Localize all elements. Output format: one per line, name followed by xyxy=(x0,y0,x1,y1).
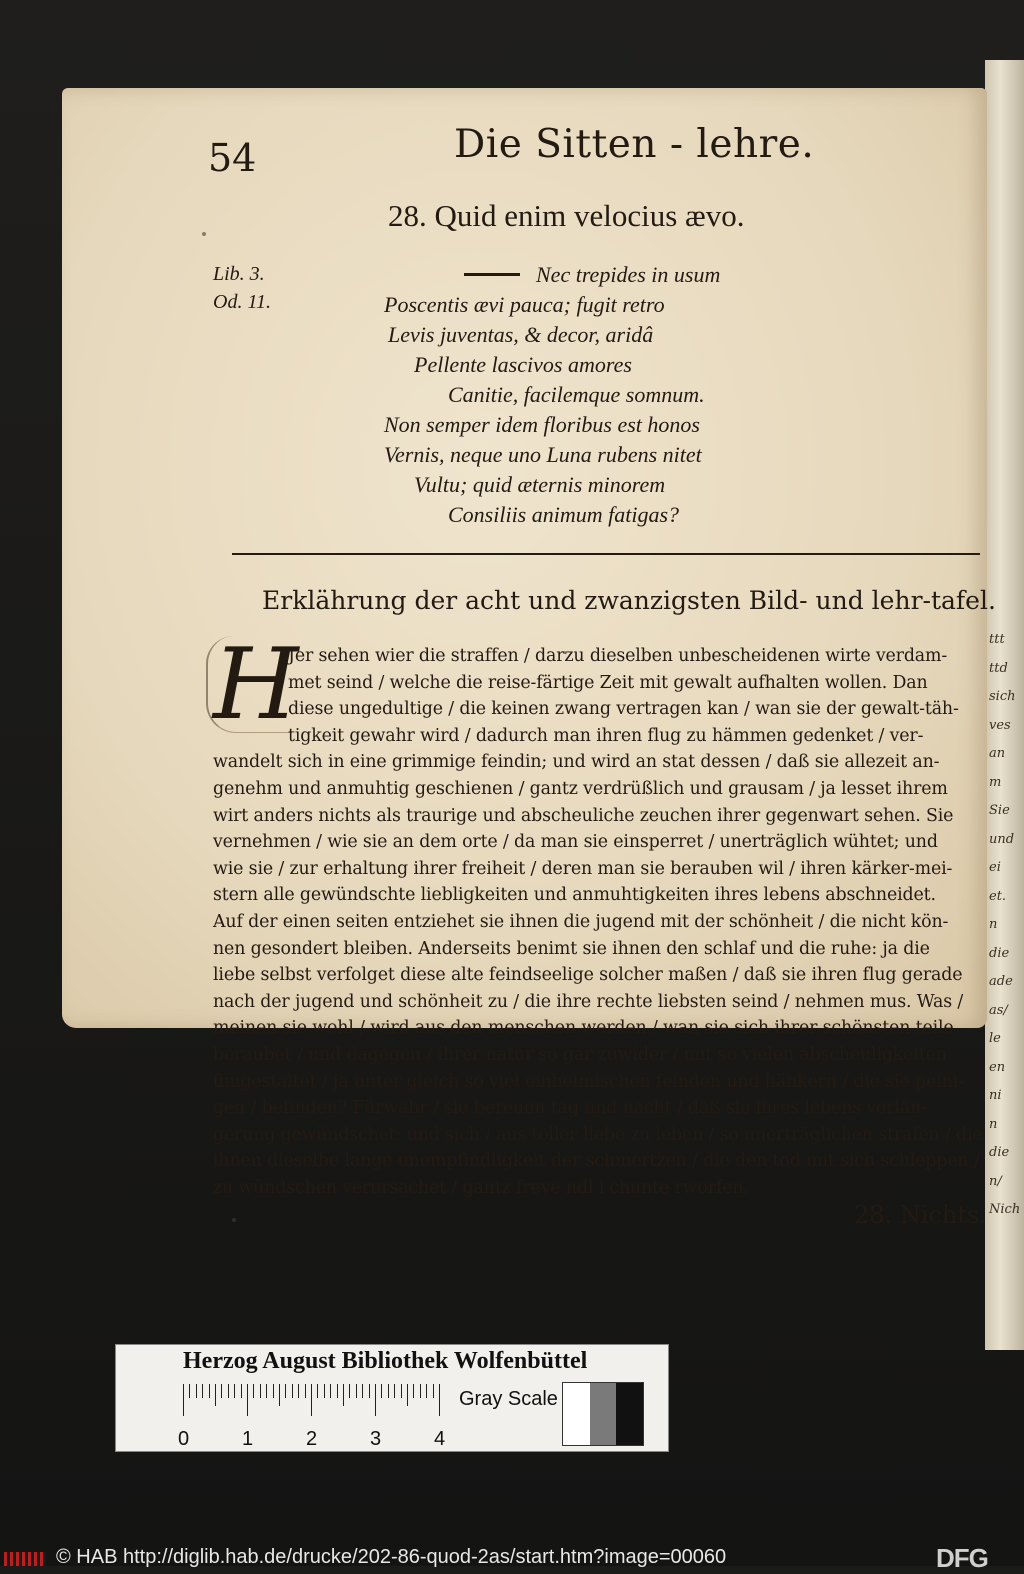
ruler-tick xyxy=(196,1384,197,1398)
ruler-tick xyxy=(413,1384,414,1398)
paragraph-line: gen / befinden? Fürwahr / sie bereuen tag und nacht / daß sie ihres lebens verlän- xyxy=(213,1098,927,1119)
ruler-tick xyxy=(202,1384,203,1398)
ruler-tick xyxy=(253,1384,254,1398)
ruler-label: 1 xyxy=(242,1428,254,1450)
neighbor-page-fragment: ade xyxy=(989,974,1013,989)
paragraph-line: wie sie / zur erhaltung ihrer freiheit / deren man sie berauben wil / ihren kärker-mei- xyxy=(213,858,953,879)
neighbor-page-fragment: ttt xyxy=(989,632,1005,647)
neighbor-page-fragment: die xyxy=(989,1145,1010,1160)
paragraph-line: ümgestaltet / ja unter gleich so viel einheimischen feinden und hänkern / die sie peini- xyxy=(213,1071,964,1092)
ruler-tick xyxy=(388,1384,389,1398)
ruler-tick xyxy=(375,1384,376,1416)
paragraph-line: nach der jugend und schönheit zu / die ihre rechte liebsten seind / nehmen mus. Was / xyxy=(213,991,964,1012)
catchword: 28. Nichts. xyxy=(854,1201,987,1229)
ruler-tick xyxy=(401,1384,402,1398)
ruler-tick xyxy=(420,1384,421,1398)
paragraph-line: nen gesondert bleiben. Anderseits benimt sie ihnen den schlaf und die ruhe: ja die xyxy=(213,938,930,959)
ruler-tick xyxy=(247,1384,248,1416)
ruler-label: 4 xyxy=(434,1428,446,1450)
verse-line: Vultu; quid æternis minorem xyxy=(414,472,666,497)
neighbor-page-fragment: et. xyxy=(989,888,1007,904)
hab-logo-icon xyxy=(4,1552,46,1566)
gray-scale-swatches xyxy=(562,1382,644,1446)
ruler-tick xyxy=(221,1384,222,1398)
ruler-tick xyxy=(298,1384,299,1398)
verse-line: Vernis, neque uno Luna rubens nitet xyxy=(384,442,702,467)
verse-line: Non semper idem floribus est honos xyxy=(384,412,700,437)
ruler-tick xyxy=(285,1384,286,1398)
ruler-tick xyxy=(407,1384,408,1406)
ruler-label: 3 xyxy=(370,1428,382,1450)
verse-line: Consiliis animum fatigas? xyxy=(448,502,680,527)
ruler-tick xyxy=(330,1384,331,1398)
ruler-tick xyxy=(343,1384,344,1406)
ink-speck xyxy=(232,1218,236,1222)
paragraph-line: vernehmen / wie sie an dem orte / da man sie einsperret / unerträglich wühtet; und xyxy=(213,832,938,853)
paragraph-line: gerung gewündschet; und sich / aus toller liebe zu leben / so unerträglichen strafen / die xyxy=(213,1124,983,1145)
ruler-tick xyxy=(273,1384,274,1398)
neighbor-page-fragment: n xyxy=(989,917,998,932)
neighbor-page-fragment: ni xyxy=(989,1088,1002,1103)
neighbor-page-edge xyxy=(985,60,1024,1350)
paragraph-line: wirt anders nichts als traurige und abscheuliche zeuchen ihrer gegenwart sehen. Sie xyxy=(213,805,954,826)
neighbor-page-fragment: ei xyxy=(989,860,1001,875)
ruler-tick xyxy=(189,1384,190,1398)
library-name: Herzog August Bibliothek Wolfenbüttel xyxy=(183,1348,588,1374)
ruler-tick xyxy=(183,1384,184,1416)
paragraph-line: tigkeit gewahr wird / dadurch man ihren flug zu hämmen gedenket / ver- xyxy=(288,725,924,746)
ruler-tick xyxy=(394,1384,395,1398)
gray-swatch xyxy=(590,1383,617,1445)
ruler-tick xyxy=(215,1384,216,1406)
verse-line: Pellente lascivos amores xyxy=(414,352,632,377)
paragraph-line: ihnen dieselbe lange unempfindligkeit der schmertzen / die den tod mit sich schleppen / xyxy=(213,1151,980,1172)
neighbor-page-fragment: Sie xyxy=(989,803,1010,818)
ruler-tick xyxy=(324,1384,325,1398)
ruler-tick xyxy=(337,1384,338,1398)
verse-line: Levis juventas, & decor, aridâ xyxy=(388,322,654,347)
ruler-tick xyxy=(209,1384,210,1398)
dfg-logo: DFG xyxy=(936,1543,988,1573)
ruler-tick xyxy=(317,1384,318,1398)
section-rule xyxy=(232,553,980,555)
explanation-title: Erklährung der acht und zwanzigsten Bild- und lehr-tafel. xyxy=(262,586,996,615)
neighbor-page-fragment: en xyxy=(989,1059,1006,1075)
gray-swatch xyxy=(563,1383,590,1445)
paragraph-line: wandelt sich in eine grimmige feindin; und wird an stat dessen / daß sie allezeit an- xyxy=(213,752,940,773)
section-title: 28. Quid enim velocius ævo. xyxy=(388,198,745,233)
ruler-tick xyxy=(234,1384,235,1398)
neighbor-page-fragment: die xyxy=(989,945,1010,961)
paragraph-line: beraubet / und dagegen / ihrer natur so gar zuwider / mit so vielen abscheuligkeiten xyxy=(213,1045,947,1065)
ruler-tick xyxy=(349,1384,350,1398)
ruler-tick xyxy=(439,1384,440,1416)
ruler-tick xyxy=(241,1384,242,1398)
verse-line: Poscentis ævi pauca; fugit retro xyxy=(384,292,665,317)
gray-scale-label: Gray Scale xyxy=(459,1388,558,1410)
ruler-tick xyxy=(433,1384,434,1398)
neighbor-page-fragment: ttd xyxy=(989,660,1008,676)
verse-line: Nec trepides in usum xyxy=(536,262,721,287)
reference-ode: Od. 11. xyxy=(213,291,271,313)
paragraph-line: zu wündschen verursachet / gantz freve ndl i chunte rworfen. xyxy=(213,1178,749,1198)
ruler-tick xyxy=(356,1384,357,1398)
paragraph-line: met seind / welche die reise-färtige Zeit mit gewalt aufhalten wollen. Dan xyxy=(288,672,928,693)
neighbor-page-fragment: n xyxy=(989,1116,998,1132)
paragraph-line: Jer sehen wier die straffen / darzu dieselben unbescheidenen wirte verdam- xyxy=(288,646,948,666)
verse-line: Canitie, facilemque somnum. xyxy=(448,382,705,407)
paragraph-line: stern alle gewündschte liebligkeiten und anmuhtigkeiten ihres lebens abschneidet. xyxy=(213,885,936,906)
neighbor-page-fragment: an xyxy=(989,746,1006,761)
neighbor-page-fragment: as/ xyxy=(989,1002,1008,1018)
paragraph-line: liebe selbst verfolget diese alte feindseelige solcher maßen / daß sie ihren flug gerade xyxy=(213,965,963,986)
dropcap-letter: H xyxy=(213,628,299,742)
neighbor-page-fragment: n/ xyxy=(989,1173,1002,1189)
neighbor-page-fragment: sich xyxy=(989,689,1016,704)
ruler-tick xyxy=(369,1384,370,1398)
ruler-tick xyxy=(381,1384,382,1398)
ruler-tick xyxy=(266,1384,267,1398)
ink-speck xyxy=(202,232,206,236)
page-number: 54 xyxy=(208,136,257,180)
neighbor-page-fragment: ves xyxy=(989,717,1011,733)
neighbor-page-fragment: und xyxy=(989,831,1015,847)
gray-swatch xyxy=(616,1383,643,1445)
paragraph-line: diese ungedultige / die keinen zwang vertragen kan / wan sie der gewalt-täh- xyxy=(288,699,959,720)
paragraph-line: Auf der einen seiten entziehet sie ihnen die jugend mit der schönheit / die nicht kön- xyxy=(213,912,949,932)
ruler-tick xyxy=(362,1384,363,1398)
reference-book: Lib. 3. xyxy=(213,263,265,285)
ruler-tick xyxy=(311,1384,312,1416)
neighbor-page-fragment: le xyxy=(989,1031,1001,1046)
paragraph-line: meinen sie wohl / wird aus den menschen werden / wan sie sich ihrer schönsten teile xyxy=(213,1018,954,1039)
neighbor-page-fragment: Nich xyxy=(989,1202,1021,1217)
ruler-tick xyxy=(305,1384,306,1398)
verse-dash xyxy=(464,273,520,276)
running-head: Die Sitten - lehre. xyxy=(454,122,815,167)
ruler-label: 2 xyxy=(306,1428,318,1450)
ruler-label: 0 xyxy=(178,1428,190,1450)
ruler-tick xyxy=(279,1384,280,1406)
footer-source-url[interactable]: © HAB http://diglib.hab.de/drucke/202-86-quod-2as/start.htm?image=00060 xyxy=(56,1546,727,1568)
ruler-tick xyxy=(426,1384,427,1398)
ruler-tick xyxy=(260,1384,261,1398)
scale-ruler xyxy=(183,1384,445,1416)
ruler-tick xyxy=(292,1384,293,1398)
ruler-tick xyxy=(228,1384,229,1398)
neighbor-page-fragment: m xyxy=(989,774,1002,790)
paragraph-line: genehm und anmuhtig geschienen / gantz verdrüßlich und grausam / ja lesset ihrem xyxy=(213,779,948,799)
